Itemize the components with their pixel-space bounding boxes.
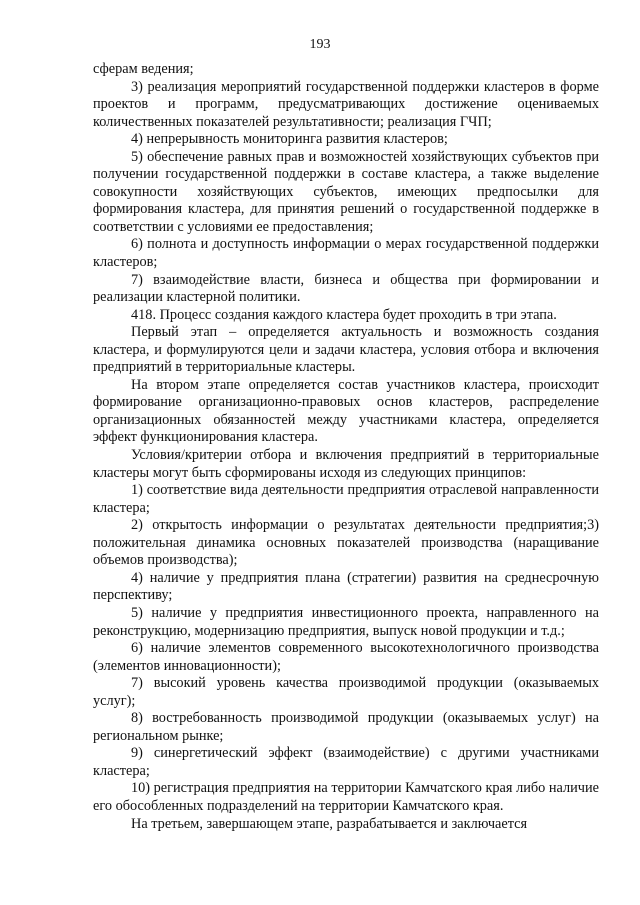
paragraph: 6) наличие элементов современного высокотехнологичного производства (элементов инновационности); [93,640,599,674]
paragraph: 7) взаимодействие власти, бизнеса и общества при формировании и реализации кластерной политики. [93,271,599,306]
paragraph: 5) обеспечение равных прав и возможностей хозяйствующих субъектов при получении государственной поддержки в составе кластера, а также выделение совокупности хозяйствующих субъектов, имеющих предпосылки для формирования кластера, для принятия решений о государственной поддержке в соответствии с условиями ее предоставления; [93,148,599,235]
body-text [93,61,599,833]
paragraph: 418. Процесс создания каждого кластера будет проходить в три этапа. [131,306,557,323]
paragraph: Условия/критерии отбора и включения предприятий в территориальные кластеры могут быть сформированы исходя из следующих принципов: [93,447,599,481]
paragraph: 4) наличие у предприятия плана (стратегии) развития на среднесрочную перспективу; [93,569,599,604]
paragraph: сферам ведения; [93,61,194,77]
paragraph: 6) полнота и доступность информации о мерах государственной поддержки кластеров; [93,236,599,271]
paragraph: 10) регистрация предприятия на территории Камчатского края либо наличие его обособленных подразделений на территории Камчатского края. [93,780,599,814]
paragraph: На втором этапе определяется состав участников кластера, происходит формирование организационно-правовых основ кластеров, распределение организационных обязанностей между участниками кластера, определяется эффект функционирования кластера. [93,376,599,446]
paragraph: 3) реализация мероприятий государственной поддержки кластеров в форме проектов и программ, предусматривающих достижение оцениваемых количественных показателей результативности; реализация ГЧП; [93,78,599,130]
paragraph: Первый этап – определяется актуальность и возможность создания кластера, и формулируются цели и задачи кластера, условия отбора и включения предприятий в территориальные кластеры. [93,324,599,376]
paragraph: На третьем, завершающем этапе, разрабатывается и заключается [131,815,528,832]
paragraph: 9) синергетический эффект (взаимодействие) с другими участниками кластера; [93,745,599,779]
paragraph: 2) открытость информации о результатах деятельности предприятия;3) положительная динамика основных показателей производства (наращивание объемов производства); [93,517,599,569]
page-number: 193 [309,37,331,52]
paragraph: 8) востребованность производимой продукции (оказываемых услуг) на региональном рынке; [93,710,599,744]
paragraph: 4) непрерывность мониторинга развития кластеров; [131,131,448,148]
paragraph: 7) высокий уровень качества производимой продукции (оказываемых услуг); [93,675,599,709]
paragraph: 5) наличие у предприятия инвестиционного проекта, направленного на реконструкцию, модернизацию предприятия, выпуск новой продукции и т.д.; [93,604,599,639]
paragraph: 1) соответствие вида деятельности предприятия отраслевой направленности кластера; [93,482,599,516]
